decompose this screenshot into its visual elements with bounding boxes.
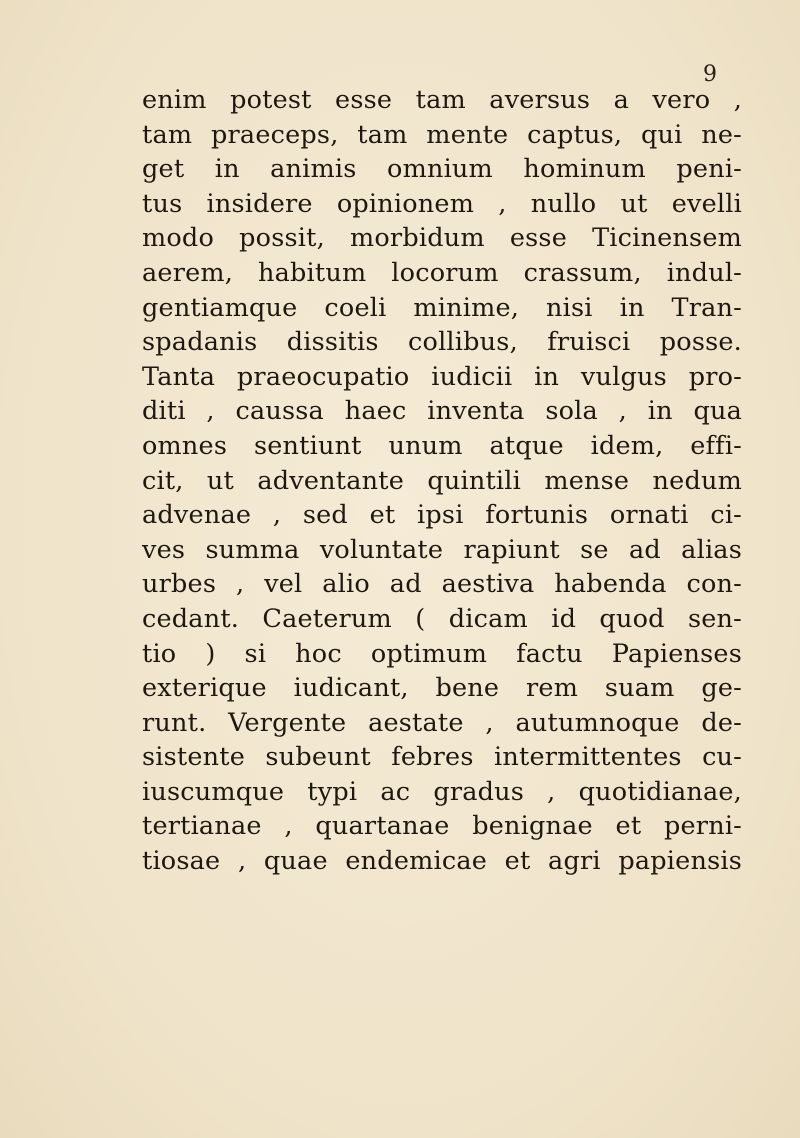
text-line: cedant. Caeterum ( dicam id quod sen-	[142, 603, 742, 634]
text-line: spadanis dissitis collibus, fruisci posse.	[142, 327, 742, 358]
text-line: tertianae , quartanae benignae et perni-	[142, 811, 742, 842]
text-line: tio ) si hoc optimum factu Papienses	[142, 638, 742, 669]
text-line: tam praeceps, tam mente captus, qui ne-	[142, 119, 742, 150]
text-line: gentiamque coeli minime, nisi in Tran-	[142, 292, 742, 323]
text-line: enim potest esse tam aversus a vero ,	[142, 85, 742, 115]
text-line: aerem, habitum locorum crassum, indul-	[142, 257, 742, 288]
text-line: tiosae , quae endemicae et agri papiensis	[142, 846, 742, 877]
body-text	[142, 83, 742, 879]
text-line: tus insidere opinionem , nullo ut evelli	[142, 188, 742, 219]
text-line: get in animis omnium hominum peni-	[142, 154, 742, 185]
text-line: ves summa voluntate rapiunt se ad alias	[142, 534, 742, 565]
text-line: modo possit, morbidum esse Ticinensem	[142, 223, 742, 254]
text-line: runt. Vergente aestate , autumnoque de-	[142, 707, 742, 738]
page-number: 9	[703, 62, 717, 87]
text-line: advenae , sed et ipsi fortunis ornati ci-	[142, 500, 742, 531]
text-line: exterique iudicant, bene rem suam ge-	[142, 673, 742, 704]
text-line: cit, ut adventante quintili mense nedum	[142, 465, 742, 496]
text-line: omnes sentiunt unum atque idem, effi-	[142, 430, 742, 461]
text-line: urbes , vel alio ad aestiva habenda con-	[142, 569, 742, 600]
text-line: Tanta praeocupatio iudicii in vulgus pro-	[142, 361, 742, 392]
text-line: diti , caussa haec inventa sola , in qua	[142, 396, 742, 427]
text-line: sistente subeunt febres intermittentes cu-	[142, 742, 742, 773]
text-line: iuscumque typi ac gradus , quotidianae,	[142, 776, 742, 807]
